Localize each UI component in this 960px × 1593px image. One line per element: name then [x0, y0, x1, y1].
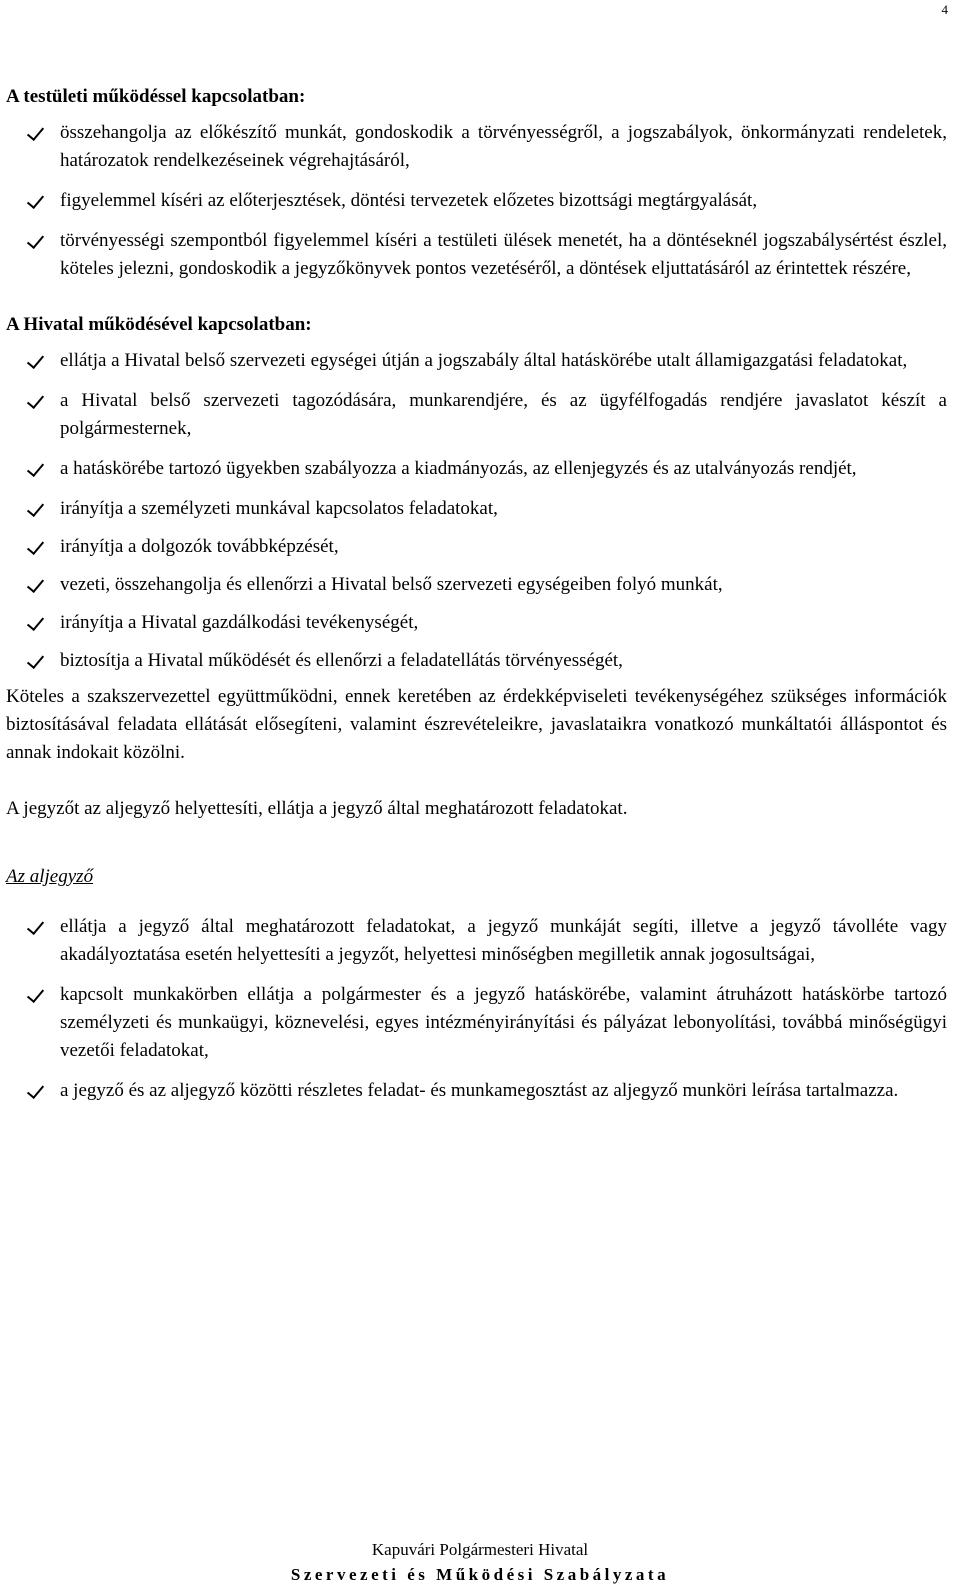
- checkmark-icon: [28, 647, 46, 675]
- checkmark-icon: [28, 387, 46, 415]
- list-item-text: a jegyző és az aljegyző közötti részletes feladat- és munkamegosztást az aljegyző munköri leírása tartalmazza.: [60, 1080, 899, 1101]
- checkmark-icon: [28, 609, 46, 637]
- checkmark-icon: [28, 187, 46, 215]
- list-item-text: törvényességi szempontból figyelemmel kíséri a testületi ülések menetét, ha a döntéseknél jogszabálysértést észlel, köteles jelezni, gondoskodik a jegyzőkönyvek pontos vezetéséről, a döntések eljuttatásáról az érintettek részére,: [60, 230, 947, 279]
- checkmark-icon: [28, 913, 46, 941]
- list-item: [6, 495, 947, 523]
- checkmark-icon: [28, 119, 46, 147]
- list-item: [6, 647, 947, 675]
- footer-document-title: Szervezeti és Működési Szabályzata: [290, 1565, 670, 1584]
- list-item: [6, 609, 947, 637]
- list-item-text: vezeti, összehangolja és ellenőrzi a Hivatal belső szervezeti egységeiben folyó munkát,: [60, 574, 723, 595]
- council-section-heading: A testületi működéssel kapcsolatban:: [6, 86, 306, 107]
- checkmark-icon: [28, 981, 46, 1009]
- list-item-text: ellátja a Hivatal belső szervezeti egységei útján a jogszabály által hatáskörébe utalt államigazgatási feladatokat,: [60, 350, 908, 371]
- checkmark-icon: [28, 455, 46, 483]
- document-body: [6, 83, 947, 1117]
- list-item-text: irányítja a dolgozók továbbképzését,: [60, 536, 339, 557]
- page-number: 4: [941, 2, 948, 17]
- list-item-text: irányítja a Hivatal gazdálkodási tevékenységét,: [60, 612, 419, 633]
- list-item: [6, 227, 947, 283]
- list-item: [6, 119, 947, 175]
- list-item: [6, 387, 947, 443]
- list-item-text: figyelemmel kíséri az előterjesztések, döntési tervezetek előzetes bizottsági megtárgyalását,: [60, 190, 758, 211]
- list-item-text: a hatáskörébe tartozó ügyekben szabályozza a kiadmányozás, az ellenjegyzés és az utalványozás rendjét,: [60, 458, 857, 479]
- list-item: [6, 455, 947, 483]
- office-checklist: [6, 347, 947, 675]
- list-item-text: összehangolja az előkészítő munkát, gondoskodik a törvényességről, a jogszabályok, önkormányzati rendeletek, határozatok rendelkezéseinek végrehajtásáról,: [60, 122, 947, 171]
- checkmark-icon: [28, 533, 46, 561]
- checkmark-icon: [28, 571, 46, 599]
- checkmark-icon: [28, 495, 46, 523]
- list-item-text: irányítja a személyzeti munkával kapcsolatos feladatokat,: [60, 498, 498, 519]
- checkmark-icon: [28, 227, 46, 255]
- substitute-paragraph: A jegyzőt az aljegyző helyettesíti, ellátja a jegyző által meghatározott feladatokat.: [6, 798, 628, 819]
- list-item: [6, 913, 947, 969]
- office-section-heading: A Hivatal működésével kapcsolatban:: [6, 314, 312, 335]
- council-checklist: [6, 119, 947, 283]
- list-item: [6, 347, 947, 375]
- list-item-text: a Hivatal belső szervezeti tagozódására, munkarendjére, és az ügyfélfogadás rendjére javaslatot készít a polgármesternek,: [60, 390, 947, 439]
- list-item-text: biztosítja a Hivatal működését és ellenőrzi a feladatellátás törvényességét,: [60, 650, 623, 671]
- list-item: [6, 981, 947, 1065]
- deputy-checklist: [6, 913, 947, 1105]
- list-item: [6, 533, 947, 561]
- checkmark-icon: [28, 347, 46, 375]
- list-item: [6, 187, 947, 215]
- list-item: [6, 1077, 947, 1105]
- list-item-text: ellátja a jegyző által meghatározott feladatokat, a jegyző munkáját segíti, illetve a jegyző távolléte vagy akadályoztatása esetén helyettesíti a jegyzőt, helyettesi minőségben megilletik annak jogosultságai,: [60, 916, 947, 965]
- union-paragraph: Köteles a szakszervezettel együttműködni, ennek keretében az érdekképviseleti tevékenységéhez szükséges információk biztosításával feladata ellátását elősegíteni, valamint észrevételeikre, javaslataikra vonatkozó munkáltatói álláspontot és annak indokait közölni.: [6, 686, 947, 763]
- deputy-section-heading: Az aljegyző: [6, 866, 94, 887]
- footer-office-name: Kapuvári Polgármesteri Hivatal: [371, 1540, 589, 1559]
- list-item: [6, 571, 947, 599]
- checkmark-icon: [28, 1077, 46, 1105]
- list-item-text: kapcsolt munkakörben ellátja a polgármester és a jegyző hatáskörébe, valamint átruházott hatáskörbe tartozó személyzeti és munkaügyi, köznevelési, egyes intézményirányítási és pályázat lebonyolítási, továbbá minőségügyi vezetői feladatokat,: [60, 984, 947, 1061]
